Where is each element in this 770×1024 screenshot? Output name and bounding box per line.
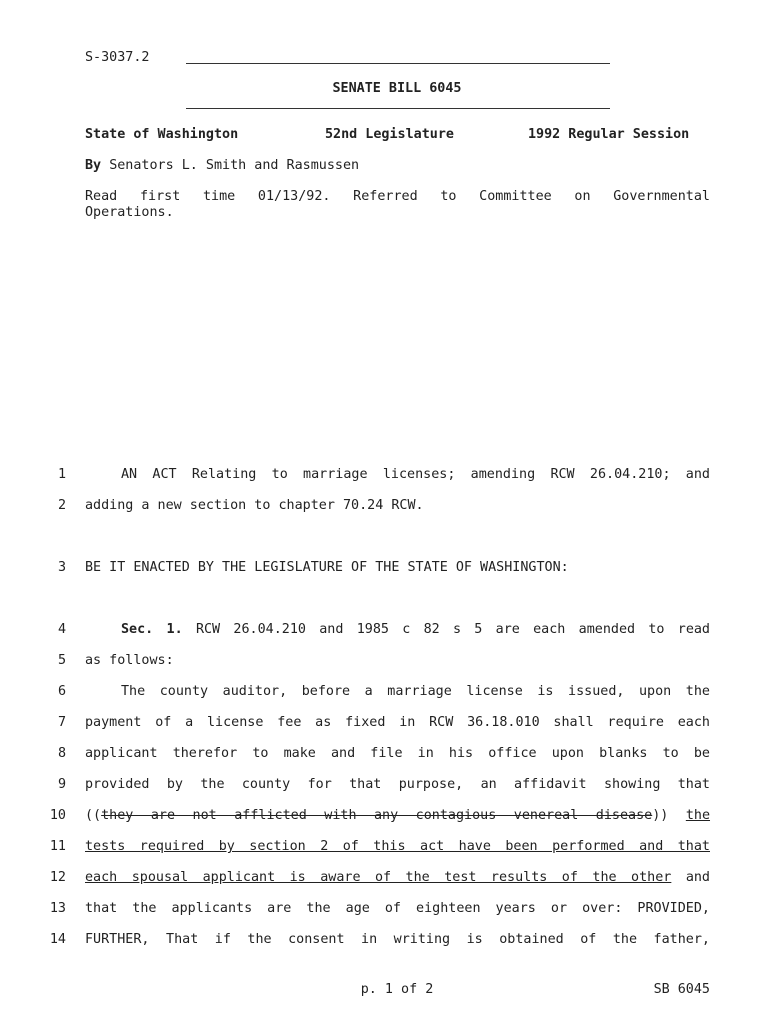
line-number: 8 bbox=[57, 746, 66, 761]
body-line-8: applicant therefor to make and file in his office upon blanks to be bbox=[85, 746, 710, 761]
session-label: 1992 Regular Session bbox=[528, 127, 690, 142]
header-rule-top bbox=[186, 63, 610, 64]
line-number: 3 bbox=[57, 560, 66, 575]
body-line-10 bbox=[85, 808, 710, 823]
body-line-4 bbox=[85, 622, 710, 637]
line-number: 11 bbox=[49, 839, 66, 854]
line-number: 14 bbox=[49, 932, 66, 947]
deletion-open: (( bbox=[85, 808, 102, 823]
line-number: 5 bbox=[57, 653, 66, 668]
enacting-clause: BE IT ENACTED BY THE LEGISLATURE OF THE STATE OF WASHINGTON: bbox=[85, 560, 569, 575]
plain-text: and bbox=[685, 870, 710, 885]
line-number: 1 bbox=[57, 467, 66, 482]
body-line-11 bbox=[85, 839, 710, 854]
inserted-text: each spousal applicant is aware of the test results of the other bbox=[85, 870, 672, 885]
body-line-14: FURTHER, That if the consent in writing is obtained of the father, bbox=[85, 932, 710, 947]
section-intro: RCW 26.04.210 and 1985 c 82 s 5 are each amended to read bbox=[195, 622, 710, 637]
inserted-text: tests required by section 2 of this act have been performed and that bbox=[85, 839, 710, 854]
sponsors: Senators L. Smith and Rasmussen bbox=[109, 158, 360, 173]
bill-title: SENATE BILL 6045 bbox=[332, 81, 462, 96]
line-number: 10 bbox=[49, 808, 66, 823]
body-line-2: adding a new section to chapter 70.24 RCW. bbox=[85, 498, 424, 513]
body-line-6: The county auditor, before a marriage license is issued, upon the bbox=[121, 684, 710, 699]
section-heading: Sec. 1. bbox=[121, 622, 183, 637]
line-number: 13 bbox=[49, 901, 66, 916]
bill-code: S-3037.2 bbox=[85, 50, 150, 65]
read-first-cont: Operations. bbox=[85, 205, 174, 220]
deletion-close: )) bbox=[652, 808, 669, 823]
body-line-5: as follows: bbox=[85, 653, 174, 668]
line-number: 4 bbox=[57, 622, 66, 637]
line-number: 12 bbox=[49, 870, 66, 885]
legislature-label: 52nd Legislature bbox=[325, 127, 454, 142]
footer-bill-id: SB 6045 bbox=[653, 982, 710, 997]
read-first-line: Read first time 01/13/92. Referred to Committee on Governmental bbox=[85, 189, 710, 204]
body-line-13: that the applicants are the age of eighteen years or over: PROVIDED, bbox=[85, 901, 710, 916]
header-rule-bottom bbox=[186, 108, 610, 109]
by-label: By bbox=[85, 158, 102, 173]
sponsors-line bbox=[85, 158, 359, 173]
body-line-1: AN ACT Relating to marriage licenses; amending RCW 26.04.210; and bbox=[121, 467, 710, 482]
inserted-text: the bbox=[685, 808, 711, 823]
line-number: 9 bbox=[57, 777, 66, 792]
line-number: 2 bbox=[57, 498, 66, 513]
body-line-9: provided by the county for that purpose, an affidavit showing that bbox=[85, 777, 710, 792]
line-number: 6 bbox=[57, 684, 66, 699]
body-line-12 bbox=[85, 870, 710, 885]
line-number: 7 bbox=[57, 715, 66, 730]
page-number: p. 1 of 2 bbox=[360, 982, 434, 997]
struck-text: they are not afflicted with any contagious venereal disease bbox=[101, 808, 653, 823]
state-label: State of Washington bbox=[85, 127, 239, 142]
body-line-7: payment of a license fee as fixed in RCW 36.18.010 shall require each bbox=[85, 715, 710, 730]
